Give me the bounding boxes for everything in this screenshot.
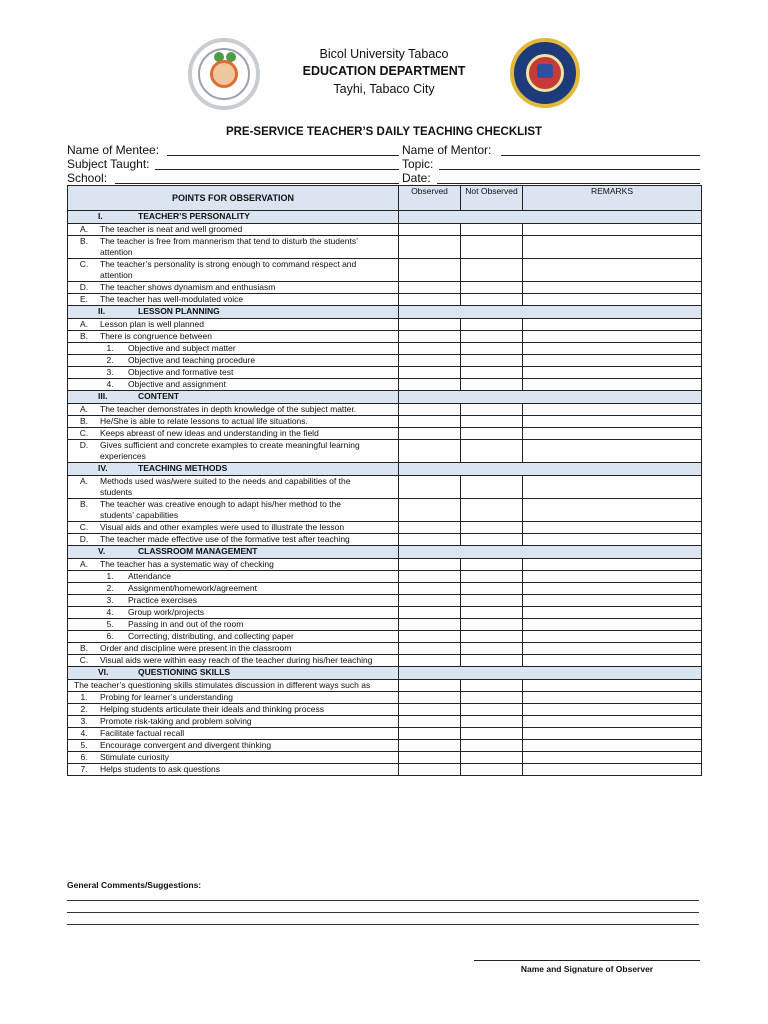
item-text: Objective and assignment — [128, 379, 226, 389]
item-index: B. — [79, 643, 89, 653]
table-row — [68, 607, 702, 619]
remarks-cell[interactable] — [523, 416, 702, 428]
table-row — [68, 716, 702, 728]
item-text: Stimulate curiosity — [100, 752, 169, 762]
remarks-cell[interactable] — [523, 619, 702, 631]
table-row — [68, 331, 702, 343]
section-row — [68, 306, 702, 319]
observed-cell[interactable] — [399, 440, 461, 463]
item-text: LESSON PLANNING — [138, 306, 220, 316]
signature-line[interactable] — [474, 960, 700, 961]
item-text: The teacher was creative enough to adapt his/her method to the students’ capabilities — [100, 499, 341, 520]
observed-cell[interactable] — [399, 607, 461, 619]
table-row — [68, 224, 702, 236]
item-index: 1. — [106, 343, 114, 353]
item-index: 6. — [80, 752, 88, 762]
not-observed-cell[interactable] — [461, 428, 523, 440]
item-text: Objective and subject matter — [128, 343, 236, 353]
observed-cell[interactable] — [399, 534, 461, 546]
signature-label: Name and Signature of Observer — [520, 964, 654, 974]
observed-cell[interactable] — [399, 728, 461, 740]
remarks-cell[interactable] — [523, 476, 702, 499]
remarks-cell[interactable] — [523, 716, 702, 728]
item-index: B. — [79, 236, 89, 246]
item-index: 4. — [80, 728, 88, 738]
table-row — [68, 655, 702, 667]
observed-cell[interactable] — [399, 224, 461, 236]
item-text: The teacher made effective use of the formative test after teaching — [100, 534, 350, 544]
mentee-label: Name of Mentee: — [67, 143, 160, 157]
observed-cell[interactable] — [399, 631, 461, 643]
item-text: Passing in and out of the room — [128, 619, 244, 629]
observed-cell[interactable] — [399, 559, 461, 571]
item-index: A. — [79, 404, 89, 414]
observed-cell[interactable] — [399, 367, 461, 379]
table-row — [68, 343, 702, 355]
remarks-cell[interactable] — [523, 571, 702, 583]
observed-cell[interactable] — [399, 404, 461, 416]
date-label: Date: — [402, 171, 431, 185]
item-index: 1. — [80, 692, 88, 702]
observed-cell[interactable] — [399, 571, 461, 583]
observed-cell[interactable] — [399, 236, 461, 259]
item-text: Visual aids and other examples were used to illustrate the lesson — [100, 522, 345, 532]
university-name: Bicol University Tabaco — [319, 47, 449, 61]
not-observed-cell[interactable] — [461, 236, 523, 259]
section-row — [68, 391, 702, 404]
item-text: Keeps abreast of new ideas and understanding in the field — [100, 428, 319, 438]
not-observed-cell[interactable] — [461, 643, 523, 655]
item-index: D. — [79, 534, 89, 544]
table-row — [68, 379, 702, 391]
observed-cell[interactable] — [399, 655, 461, 667]
not-observed-cell[interactable] — [461, 534, 523, 546]
observed-cell[interactable] — [399, 643, 461, 655]
item-index: C. — [79, 259, 89, 269]
item-text: TEACHER’S PERSONALITY — [138, 211, 250, 221]
section-number: V. — [98, 546, 106, 556]
item-index: 7. — [80, 764, 88, 774]
comment-line[interactable] — [67, 912, 699, 913]
address: Tayhi, Tabaco City — [333, 82, 435, 96]
table-row — [68, 740, 702, 752]
not-observed-cell[interactable] — [461, 704, 523, 716]
table-header — [68, 186, 702, 211]
item-index: 5. — [80, 740, 88, 750]
mentee-field[interactable] — [167, 155, 399, 156]
remarks-cell[interactable] — [523, 692, 702, 704]
topic-field[interactable] — [439, 169, 700, 170]
item-text: Objective and formative test — [128, 367, 234, 377]
not-observed-cell[interactable] — [461, 294, 523, 306]
observed-cell[interactable] — [399, 619, 461, 631]
table-row — [68, 692, 702, 704]
observed-cell[interactable] — [399, 499, 461, 522]
observed-cell[interactable] — [399, 379, 461, 391]
item-text: The teacher shows dynamism and enthusiasm — [100, 282, 276, 292]
school-field[interactable] — [115, 183, 399, 184]
topic-label: Topic: — [402, 157, 434, 171]
item-index: E. — [79, 294, 89, 304]
item-index: 5. — [106, 619, 114, 629]
remarks-cell[interactable] — [523, 294, 702, 306]
col-not-observed: Not Observed — [461, 186, 523, 211]
item-index: 1. — [106, 571, 114, 581]
checklist-table — [67, 185, 702, 776]
table-row — [68, 583, 702, 595]
observed-cell[interactable] — [399, 704, 461, 716]
remarks-cell[interactable] — [523, 379, 702, 391]
table-row — [68, 595, 702, 607]
observed-cell[interactable] — [399, 416, 461, 428]
not-observed-cell[interactable] — [461, 355, 523, 367]
remarks-cell[interactable] — [523, 428, 702, 440]
item-text: Facilitate factual recall — [100, 728, 185, 738]
item-index: A. — [79, 319, 89, 329]
not-observed-cell[interactable] — [461, 499, 523, 522]
item-text: QUESTIONING SKILLS — [138, 667, 231, 677]
item-text: He/She is able to relate lessons to actual life situations. — [100, 416, 308, 426]
not-observed-cell[interactable] — [461, 379, 523, 391]
item-index: B. — [79, 499, 89, 509]
not-observed-cell[interactable] — [461, 752, 523, 764]
item-text: Visual aids were within easy reach of the teacher during his/her teaching — [100, 655, 373, 665]
table-row — [68, 559, 702, 571]
table-row — [68, 631, 702, 643]
col-points: POINTS FOR OBSERVATION — [68, 186, 399, 211]
table-row — [68, 259, 702, 282]
section-number: II. — [98, 306, 106, 316]
item-text: CLASSROOM MANAGEMENT — [138, 546, 258, 556]
item-index: D. — [79, 282, 89, 292]
not-observed-cell[interactable] — [461, 476, 523, 499]
comment-line[interactable] — [67, 924, 699, 925]
section-number: III. — [98, 391, 108, 401]
table-row — [68, 499, 702, 522]
section-number: IV. — [98, 463, 108, 473]
item-text: The teacher is neat and well groomed — [100, 224, 243, 234]
item-index: C. — [79, 522, 89, 532]
observed-cell[interactable] — [399, 428, 461, 440]
remarks-cell[interactable] — [523, 499, 702, 522]
section-number: VI. — [98, 667, 109, 677]
mentor-label: Name of Mentor: — [402, 143, 492, 157]
item-index: C. — [79, 655, 89, 665]
remarks-cell[interactable] — [523, 259, 702, 282]
page-title: PRE-SERVICE TEACHER’S DAILY TEACHING CHECKLIST — [225, 126, 543, 138]
section-number: I. — [98, 211, 103, 221]
table-row — [68, 534, 702, 546]
remarks-cell[interactable] — [523, 319, 702, 331]
item-index: A. — [79, 476, 89, 486]
observed-cell[interactable] — [399, 331, 461, 343]
remarks-cell[interactable] — [523, 752, 702, 764]
remarks-cell[interactable] — [523, 764, 702, 776]
remarks-cell[interactable] — [523, 583, 702, 595]
item-text: Assignment/homework/agreement — [128, 583, 257, 593]
subject-label: Subject Taught: — [67, 157, 150, 171]
info-row-subject — [67, 157, 700, 172]
item-index: 4. — [106, 379, 114, 389]
observed-cell[interactable] — [399, 476, 461, 499]
remarks-cell[interactable] — [523, 643, 702, 655]
table-row — [68, 428, 702, 440]
observed-cell[interactable] — [399, 343, 461, 355]
item-index: 3. — [106, 367, 114, 377]
item-text: Helps students to ask questions — [100, 764, 221, 774]
item-text: Helping students articulate their ideals and thinking process — [100, 704, 324, 714]
item-index: 4. — [106, 607, 114, 617]
item-text: Promote risk-taking and problem solving — [100, 716, 252, 726]
item-index: 3. — [106, 595, 114, 605]
table-row — [68, 367, 702, 379]
remarks-cell[interactable] — [523, 522, 702, 534]
remarks-cell[interactable] — [523, 440, 702, 463]
item-text: The teacher has well-modulated voice — [100, 294, 244, 304]
observed-cell[interactable] — [399, 282, 461, 294]
item-text: Practice exercises — [128, 595, 197, 605]
table-row — [68, 752, 702, 764]
not-observed-cell[interactable] — [461, 740, 523, 752]
item-index: A. — [79, 559, 89, 569]
remarks-cell[interactable] — [523, 534, 702, 546]
item-index: 2. — [106, 355, 114, 365]
table-row — [68, 522, 702, 534]
table-row — [68, 728, 702, 740]
item-text: Encourage convergent and divergent thinking — [100, 740, 272, 750]
observed-cell[interactable] — [399, 522, 461, 534]
item-index: B. — [79, 331, 89, 341]
table-row — [68, 282, 702, 294]
observed-cell[interactable] — [399, 680, 461, 692]
remarks-cell[interactable] — [523, 680, 702, 692]
item-index: D. — [79, 440, 89, 450]
remarks-cell[interactable] — [523, 236, 702, 259]
not-observed-cell[interactable] — [461, 522, 523, 534]
observed-cell[interactable] — [399, 294, 461, 306]
item-index: A. — [79, 224, 89, 234]
item-text: The teacher is free from mannerism that tend to disturb the students’ attention — [100, 236, 358, 257]
remarks-cell[interactable] — [523, 367, 702, 379]
section-row — [68, 546, 702, 559]
item-text: The teacher demonstrates in depth knowledge of the subject matter. — [100, 404, 357, 414]
school-label: School: — [67, 171, 108, 185]
item-index: 2. — [106, 583, 114, 593]
table-row — [68, 355, 702, 367]
remarks-cell[interactable] — [523, 631, 702, 643]
item-index: 2. — [80, 704, 88, 714]
remarks-cell[interactable] — [523, 704, 702, 716]
item-index: B. — [79, 416, 89, 426]
table-row — [68, 294, 702, 306]
item-text: Objective and teaching procedure — [128, 355, 256, 365]
observed-cell[interactable] — [399, 764, 461, 776]
item-text: CONTENT — [138, 391, 180, 401]
observed-cell[interactable] — [399, 716, 461, 728]
table-row — [68, 404, 702, 416]
item-index: 3. — [80, 716, 88, 726]
item-text: There is congruence between — [100, 331, 212, 341]
item-text: The teacher’s personality is strong enough to command respect and attention — [100, 259, 357, 280]
not-observed-cell[interactable] — [461, 631, 523, 643]
item-text: The teacher’s questioning skills stimulates discussion in different ways such as — [74, 680, 371, 690]
not-observed-cell[interactable] — [461, 367, 523, 379]
not-observed-cell[interactable] — [461, 716, 523, 728]
observed-cell[interactable] — [399, 595, 461, 607]
item-text: Attendance — [128, 571, 172, 581]
table-row — [68, 764, 702, 776]
remarks-cell[interactable] — [523, 355, 702, 367]
remarks-cell[interactable] — [523, 282, 702, 294]
observed-cell[interactable] — [399, 259, 461, 282]
subject-field[interactable] — [155, 169, 399, 170]
not-observed-cell[interactable] — [461, 680, 523, 692]
observed-cell[interactable] — [399, 752, 461, 764]
not-observed-cell[interactable] — [461, 224, 523, 236]
remarks-cell[interactable] — [523, 224, 702, 236]
table-row — [68, 643, 702, 655]
observed-cell[interactable] — [399, 740, 461, 752]
not-observed-cell[interactable] — [461, 619, 523, 631]
not-observed-cell[interactable] — [461, 595, 523, 607]
table-row — [68, 416, 702, 428]
comment-line[interactable] — [67, 900, 699, 901]
item-text: Gives sufficient and concrete examples to create meaningful learning experiences — [100, 440, 360, 461]
table-row — [68, 440, 702, 463]
not-observed-cell[interactable] — [461, 331, 523, 343]
section-row — [68, 211, 702, 224]
remarks-cell[interactable] — [523, 331, 702, 343]
table-row — [68, 704, 702, 716]
observed-cell[interactable] — [399, 355, 461, 367]
not-observed-cell[interactable] — [461, 282, 523, 294]
table-row — [68, 680, 702, 692]
not-observed-cell[interactable] — [461, 559, 523, 571]
observed-cell[interactable] — [399, 692, 461, 704]
item-index: C. — [79, 428, 89, 438]
remarks-cell[interactable] — [523, 728, 702, 740]
not-observed-cell[interactable] — [461, 607, 523, 619]
col-remarks: REMARKS — [523, 186, 702, 211]
remarks-cell[interactable] — [523, 740, 702, 752]
item-index: 6. — [106, 631, 114, 641]
not-observed-cell[interactable] — [461, 655, 523, 667]
not-observed-cell[interactable] — [461, 404, 523, 416]
table-row — [68, 236, 702, 259]
item-text: The teacher has a systematic way of checking — [100, 559, 274, 569]
not-observed-cell[interactable] — [461, 571, 523, 583]
comments-label: General Comments/Suggestions: — [67, 880, 202, 890]
remarks-cell[interactable] — [523, 559, 702, 571]
table-row — [68, 619, 702, 631]
item-text: Methods used was/were suited to the needs and capabilities of the students — [100, 476, 351, 497]
item-text: TEACHING METHODS — [138, 463, 228, 473]
not-observed-cell[interactable] — [461, 440, 523, 463]
not-observed-cell[interactable] — [461, 319, 523, 331]
not-observed-cell[interactable] — [461, 692, 523, 704]
not-observed-cell[interactable] — [461, 343, 523, 355]
not-observed-cell[interactable] — [461, 728, 523, 740]
remarks-cell[interactable] — [523, 607, 702, 619]
section-row — [68, 463, 702, 476]
remarks-cell[interactable] — [523, 595, 702, 607]
table-row — [68, 319, 702, 331]
not-observed-cell[interactable] — [461, 259, 523, 282]
info-row-mentee — [67, 143, 700, 158]
item-text: Lesson plan is well planned — [100, 319, 204, 329]
department-name: EDUCATION DEPARTMENT — [302, 64, 466, 78]
not-observed-cell[interactable] — [461, 583, 523, 595]
observed-cell[interactable] — [399, 583, 461, 595]
col-observed: Observed — [399, 186, 461, 211]
remarks-cell[interactable] — [523, 343, 702, 355]
item-text: Correcting, distributing, and collecting paper — [128, 631, 294, 641]
item-text: Order and discipline were present in the classroom — [100, 643, 292, 653]
date-field[interactable] — [437, 183, 700, 184]
observed-cell[interactable] — [399, 319, 461, 331]
remarks-cell[interactable] — [523, 655, 702, 667]
remarks-cell[interactable] — [523, 404, 702, 416]
item-text: Group work/projects — [128, 607, 205, 617]
info-row-school — [67, 171, 700, 186]
table-row — [68, 476, 702, 499]
mentor-field[interactable] — [501, 155, 700, 156]
item-text: Probing for learner’s understanding — [100, 692, 233, 702]
section-row — [68, 667, 702, 680]
table-row — [68, 571, 702, 583]
not-observed-cell[interactable] — [461, 416, 523, 428]
not-observed-cell[interactable] — [461, 764, 523, 776]
